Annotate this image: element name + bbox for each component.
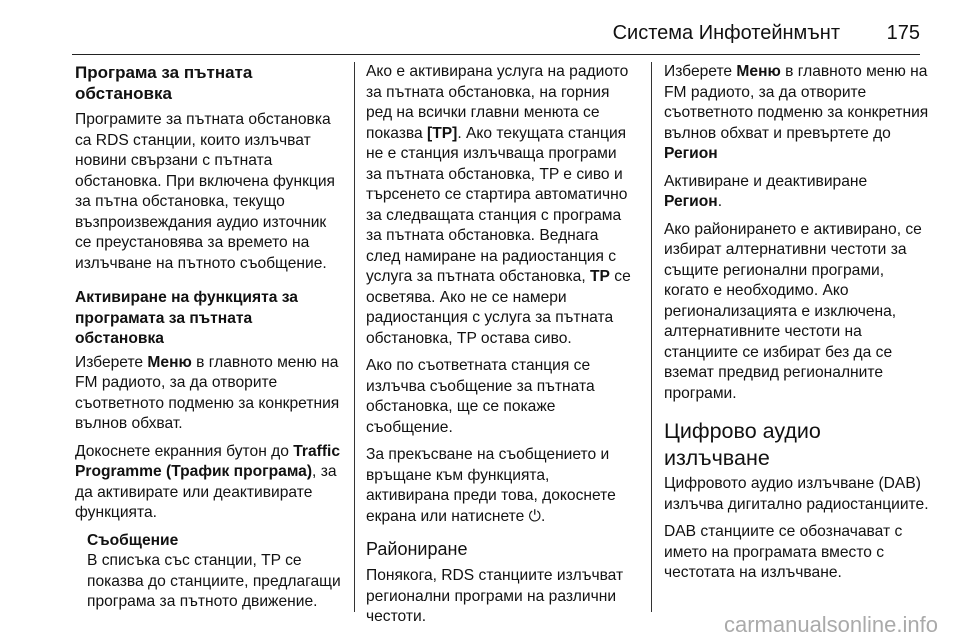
header-rule bbox=[72, 54, 920, 55]
paragraph: Изберете Меню в главното меню на FM радиото, за да отворите съответното подменю за конкретния вълнов обхват и превъртете до Регион bbox=[664, 63, 929, 162]
paragraph: Изберете Меню в главното меню на FM радиото, за да отворите съответното подменю за конкретния вълнов обхват. bbox=[75, 353, 340, 432]
column-3 bbox=[664, 62, 932, 591]
note-block bbox=[75, 531, 343, 613]
heading-regionalization: Райониране bbox=[366, 539, 468, 559]
page-title: Система Инфотейнмънт bbox=[612, 22, 840, 44]
page-number: 175 bbox=[886, 22, 920, 44]
paragraph: Докоснете екранния бутон до Traffic Programme (Трафик програма), за да активирате или деактивирате функцията. bbox=[75, 442, 341, 521]
heading-activate: Активиране на функцията за програмата за пътната обстановка bbox=[75, 289, 298, 347]
paragraph: За прекъсване на съобщението и връщане към функцията, активирана преди това, докоснете екрана или натиснете ⏻. bbox=[366, 446, 616, 525]
page-header bbox=[0, 0, 960, 58]
paragraph: DAB станциите се обозначават с името на програмата вместо с честотата на излъчване. bbox=[664, 523, 903, 581]
column-divider bbox=[354, 62, 355, 612]
paragraph: Ако по съответната станция се излъчва съобщение за пътната обстановка, ще се покаже съобщение. bbox=[366, 357, 595, 436]
paragraph: Ако районирането е активирано, се избират алтернативни честоти за същите регионални програми, когато е необходимо. Ако регионализацията е изключена, алтернативните честоти на станциите се избират без да се вземат предвид регионалните програми. bbox=[664, 220, 922, 402]
heading-traffic-program: Програма за пътната обстановка bbox=[75, 63, 253, 103]
column-2 bbox=[366, 62, 636, 635]
paragraph: Програмите за пътната обстановка са RDS станции, които излъчват новини свързани с пътната обстановка. При включена функция за пътна обстановка, текущо възпроизвеждания аудио източник се преустановява за времето на излъчване на пътното съобщение. bbox=[75, 111, 335, 272]
paragraph: Понякога, RDS станциите излъчват регионални програми на различни честоти. bbox=[366, 567, 624, 625]
note-text: В списъка със станции, TP се показва до станциите, предлагащи програма за пътното движение. bbox=[87, 552, 341, 610]
paragraph: Активиране и деактивиране Регион. bbox=[664, 172, 868, 210]
heading-dab: Цифрово аудио излъчване bbox=[664, 419, 821, 470]
paragraph: Цифровото аудио излъчване (DAB) излъчва дигитално радиостанциите. bbox=[664, 475, 929, 513]
watermark: carmanualsonline.info bbox=[723, 612, 938, 637]
column-divider bbox=[651, 62, 652, 612]
note-heading: Съобщение bbox=[87, 531, 179, 549]
column-1 bbox=[75, 62, 343, 613]
paragraph: Ако е активирана услуга на радиото за пътната обстановка, на горния ред на всички главни менюта се показва [TP]. Ако текущата станция не е станция излъчваща програми за пътната обстановка, TP е сиво и търсенето се стартира автоматично за следващата станция с програма за пътната обстановка. Веднага след намиране на радиостанция с услуга за пътната обстановка, TP се осветява. Ако не се намери радиостанция с услуга за пътната обстановка, TP остава сиво. bbox=[366, 63, 631, 347]
